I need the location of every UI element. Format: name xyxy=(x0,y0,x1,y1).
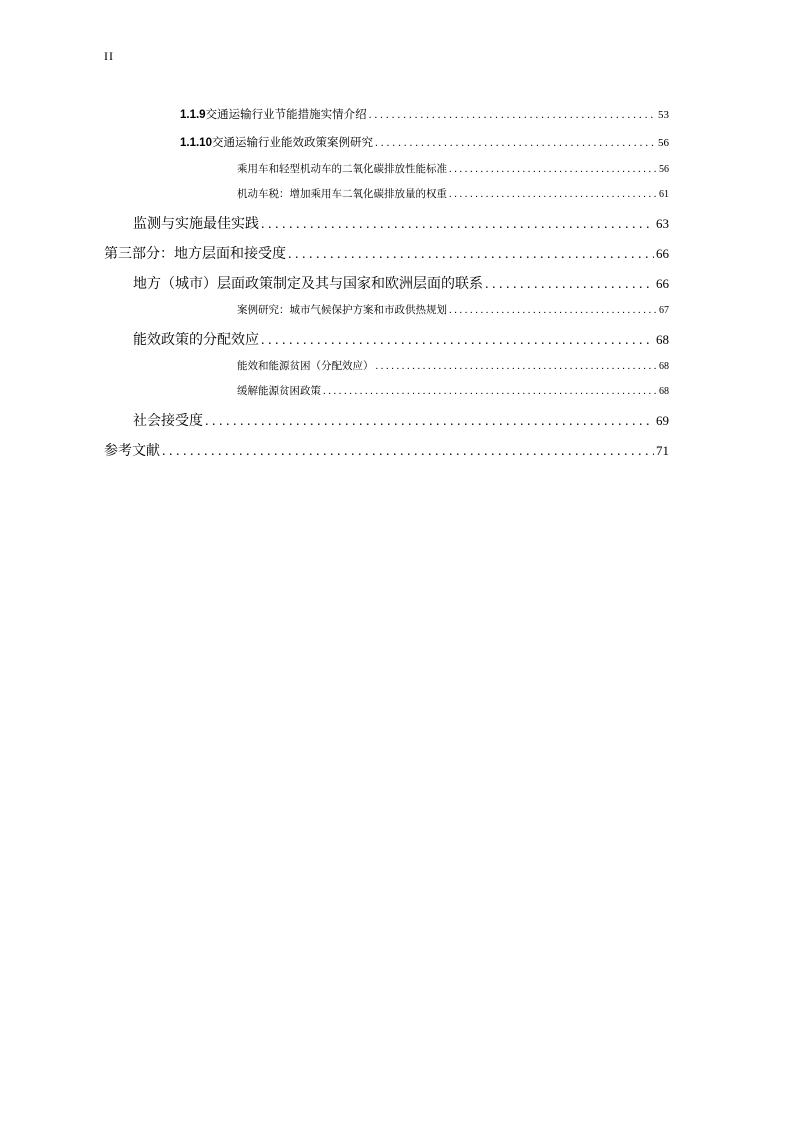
toc-entry-page: 68 xyxy=(659,361,669,372)
toc-entry-page: 66 xyxy=(656,276,669,291)
toc-entry-title: 机动车税：增加乘用车二氧化碳排放量的权重 xyxy=(237,188,447,200)
toc-entry-1-1-10[interactable] xyxy=(180,134,669,150)
toc-dot-leader xyxy=(449,164,657,175)
toc-dot-leader xyxy=(323,386,657,397)
toc-entry-page: 71 xyxy=(656,443,669,458)
toc-entry-page: 63 xyxy=(656,216,669,231)
toc-dot-leader xyxy=(369,109,656,121)
toc-dot-leader xyxy=(261,217,654,233)
toc-entry-vehicle-tax[interactable] xyxy=(237,186,669,201)
toc-entry-number: 1.1.10 xyxy=(180,137,212,149)
page-number: II xyxy=(104,49,114,63)
toc-entry-page: 56 xyxy=(659,164,669,175)
toc-entry-title: 监测与实施最佳实践 xyxy=(133,216,259,232)
toc-entry-title: 能效政策的分配效应 xyxy=(133,332,259,348)
toc-entry-title: 社会接受度 xyxy=(133,413,203,429)
toc-entry-title: 缓解能源贫困政策 xyxy=(237,385,321,397)
toc-dot-leader xyxy=(288,247,654,263)
toc-entry-part-three[interactable] xyxy=(104,243,669,263)
toc-entry-page: 61 xyxy=(659,189,669,200)
toc-entry-title: 第三部分：地方层面和接受度 xyxy=(104,246,286,262)
toc-entry-page: 68 xyxy=(659,386,669,397)
toc-entry-case-study-city[interactable] xyxy=(237,302,669,317)
toc-entry-page: 53 xyxy=(658,109,669,121)
toc-entry-title: 参考文献 xyxy=(104,443,160,459)
toc-entry-1-1-9[interactable] xyxy=(180,106,669,122)
toc-entry-title: 能效和能源贫困（分配效应） xyxy=(237,360,374,372)
toc-dot-leader xyxy=(375,137,656,149)
toc-entry-title: 交通运输行业能效政策案例研究 xyxy=(211,135,373,149)
toc-dot-leader xyxy=(449,189,657,200)
toc-entry-social-acceptance[interactable] xyxy=(133,410,669,430)
toc-entry-monitoring[interactable] xyxy=(133,213,669,233)
toc-dot-leader xyxy=(376,361,658,372)
toc-entry-title: 案例研究：城市气候保护方案和市政供热规划 xyxy=(237,304,447,316)
toc-entry-title: 乘用车和轻型机动车的二氧化碳排放性能标准 xyxy=(237,163,447,175)
toc-dot-leader xyxy=(205,414,654,430)
toc-dot-leader xyxy=(485,277,654,293)
toc-entry-energy-poverty[interactable] xyxy=(237,358,669,373)
toc-entry-references[interactable] xyxy=(104,440,669,460)
toc-entry-page: 67 xyxy=(659,305,669,316)
toc-entry-title: 地方（城市）层面政策制定及其与国家和欧洲层面的联系 xyxy=(133,276,483,292)
toc-entry-distribution[interactable] xyxy=(133,329,669,349)
toc-entry-local-policy[interactable] xyxy=(133,273,669,293)
toc-entry-co2-standards[interactable] xyxy=(237,161,669,176)
toc-entry-page: 66 xyxy=(656,246,669,261)
toc-entry-number: 1.1.9 xyxy=(180,109,206,121)
toc-dot-leader xyxy=(261,333,654,349)
toc-entry-page: 69 xyxy=(656,413,669,428)
toc-dot-leader xyxy=(449,305,657,316)
toc-entry-poverty-policy[interactable] xyxy=(237,383,669,398)
toc-entry-title: 交通运输行业节能措施实情介绍 xyxy=(205,107,367,121)
toc-entry-page: 56 xyxy=(658,137,669,149)
toc-dot-leader xyxy=(162,444,654,460)
toc-entry-page: 68 xyxy=(656,332,669,347)
